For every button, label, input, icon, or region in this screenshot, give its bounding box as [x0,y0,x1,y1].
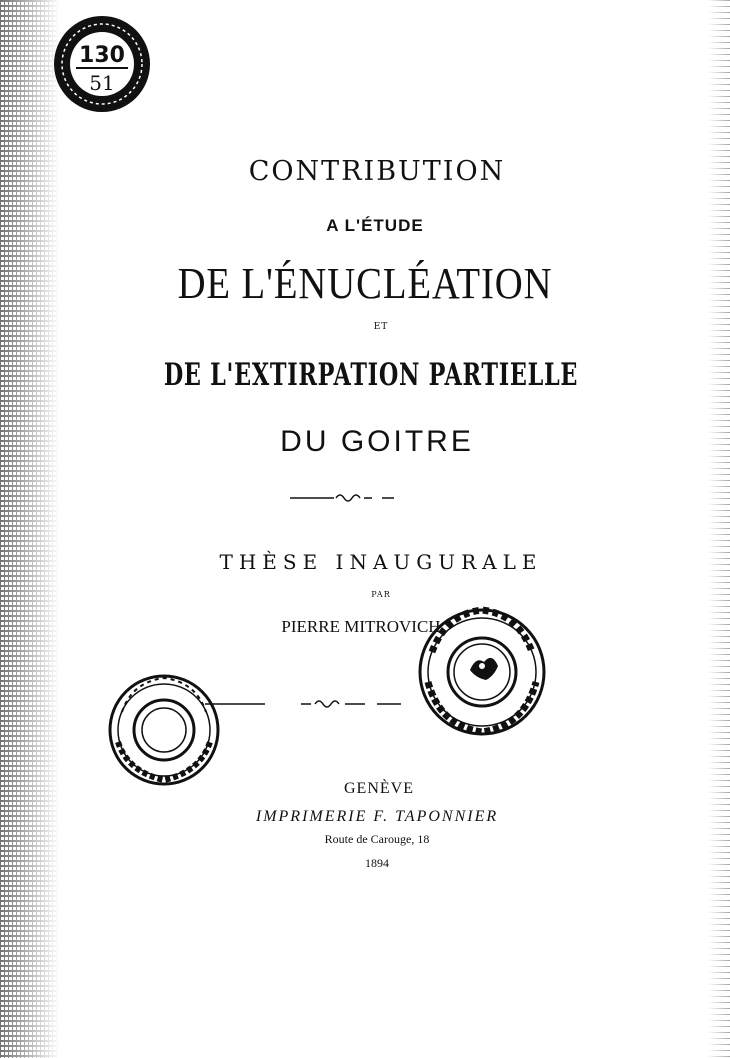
thesis-label: THÈSE INAUGURALE [219,550,543,574]
title-contribution: CONTRIBUTION [248,156,506,187]
ornament-divider [290,491,410,505]
shelfmark-number-top: 130 [79,43,125,68]
title-et: ET [373,322,389,332]
imprint-printer: IMPRIMERIE F. TAPONNIER [255,808,499,825]
library-stamp-right [410,600,550,740]
thesis-par: PAR [371,590,391,599]
library-stamp-left [100,672,230,792]
imprint-address: Route de Carouge, 18 [324,832,430,846]
title-enucleation: DE L'ÉNUCLÉATION [177,259,553,308]
imprint-city: GENÈVE [344,780,414,797]
title-du-goitre: DU GOITRE [280,425,474,458]
shelfmark-number-bottom: 51 [89,71,115,95]
thesis-author: PIERRE MITROVICH [281,617,441,636]
title-extirpation: DE L'EXTIRPATION PARTIELLE [163,357,579,393]
shelfmark-stamp [40,12,170,122]
title-a-letude: A L'ÉTUDE [326,216,424,235]
ornament-divider-2 [205,697,425,711]
imprint-year: 1894 [365,856,389,870]
